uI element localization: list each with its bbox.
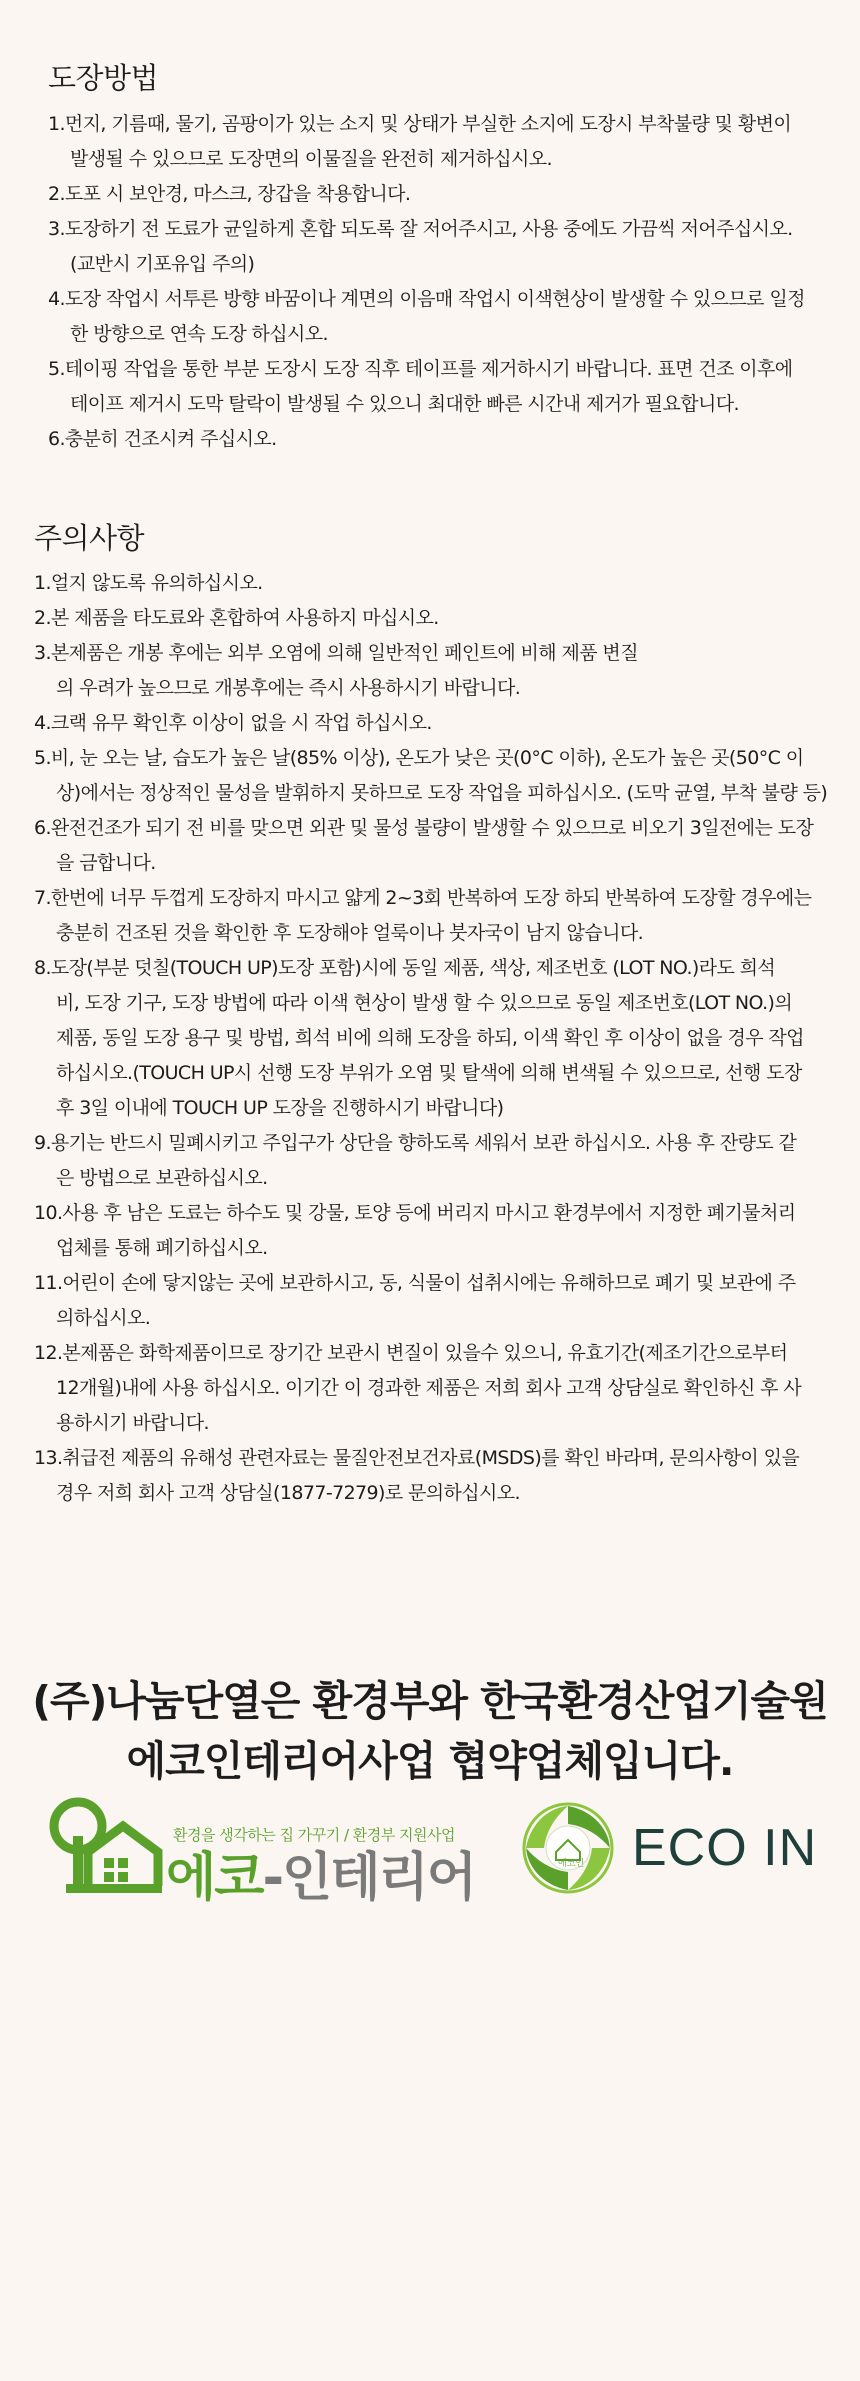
list-item-continuation: 경우 저희 회사 고객 상담실(1877-7279)로 문의하십시오.: [56, 1482, 520, 1504]
list-item-continuation: (교반시 기포유입 주의): [70, 253, 255, 275]
eco-interior-name-part2: -인테리어: [262, 1848, 475, 1908]
list-item: 11.어린이 손에 닿지않는 곳에 보관하시고, 동, 식물이 섭취시에는 유해하므로 폐기 및 보관에 주: [34, 1272, 796, 1294]
tree-house-icon: [48, 1796, 168, 1896]
headline-line-2: 에코인테리어사업 협약업체입니다.: [126, 1737, 734, 1785]
list-item-continuation: 충분히 건조된 것을 확인한 후 도장해야 얼룩이나 붓자국이 남지 않습니다.: [56, 922, 644, 944]
eco-in-name: ECO IN: [632, 1819, 818, 1877]
eco-interior-name: [166, 1850, 475, 1906]
list-item-continuation: 12개월)내에 사용 하십시오. 이기간 이 경과한 제품은 저희 회사 고객 상담실로 확인하신 후 사: [56, 1377, 802, 1399]
eco-in-logo: [520, 1800, 820, 1900]
list-item: 6.충분히 건조시켜 주십시오.: [48, 428, 277, 450]
list-item: 10.사용 후 남은 도료는 하수도 및 강물, 토양 등에 버리지 마시고 환경부에서 지정한 폐기물처리: [34, 1202, 796, 1224]
list-item: 1.얼지 않도록 유의하십시오.: [34, 572, 263, 594]
eco-interior-name-part1: 에코: [166, 1848, 263, 1908]
list-item: 7.한번에 너무 두껍게 도장하지 마시고 얇게 2~3회 반복하여 도장 하되 반복하여 도장할 경우에는: [34, 887, 812, 909]
list-item: 3.도장하기 전 도료가 균일하게 혼합 되도록 잘 저어주시고, 사용 중에도 가끔씩 저어주십시오.: [48, 218, 793, 240]
list-item: 6.완전건조가 되기 전 비를 맞으면 외관 및 물성 불량이 발생할 수 있으므로 비오기 3일전에는 도장: [34, 817, 814, 839]
list-item: 4.도장 작업시 서투른 방향 바꿈이나 계면의 이음매 작업시 이색현상이 발생할 수 있으므로 일정: [48, 288, 805, 310]
list-item: 5.테이핑 작업을 통한 부분 도장시 도장 직후 테이프를 제거하시기 바랍니다. 표면 건조 이후에: [48, 358, 793, 380]
list-item: 2.본 제품을 타도료와 혼합하여 사용하지 마십시오.: [34, 607, 439, 629]
list-item-continuation: 의하십시오.: [56, 1307, 151, 1329]
list-item: 2.도포 시 보안경, 마스크, 장갑을 착용합니다.: [48, 183, 411, 205]
list-item: 13.취급전 제품의 유해성 관련자료는 물질안전보건자료(MSDS)를 확인 바라며, 문의사항이 있을: [34, 1447, 800, 1469]
list-item-continuation: 테이프 제거시 도막 탈락이 발생될 수 있으니 최대한 빠른 시간내 제거가 필요합니다.: [70, 393, 739, 415]
list-item: 4.크랙 유무 확인후 이상이 없을 시 작업 하십시오.: [34, 712, 432, 734]
eco-interior-tagline: 환경을 생각하는 집 가꾸기 / 환경부 지원사업: [173, 1826, 455, 1844]
list-item: 5.비, 눈 오는 날, 습도가 높은 날(85% 이상), 온도가 낮은 곳(0°C 이하), 온도가 높은 곳(50°C 이: [34, 747, 804, 769]
leaf-circle-icon: [520, 1800, 616, 1896]
list-item-continuation: 한 방향으로 연속 도장 하십시오.: [70, 323, 329, 345]
list-item-continuation: 은 방법으로 보관하십시오.: [56, 1167, 268, 1189]
list-item-continuation: 의 우려가 높으므로 개봉후에는 즉시 사용하시기 바랍니다.: [56, 677, 521, 699]
list-item: 8.도장(부분 덧칠(TOUCH UP)도장 포함)시에 동일 제품, 색상, 제조번호 (LOT NO.)라도 희석: [34, 957, 776, 979]
headline-line-1: (주)나눔단열은 환경부와 한국환경산업기술원: [32, 1677, 828, 1725]
list-item: 1.먼지, 기름때, 물기, 곰팡이가 있는 소지 및 상태가 부실한 소지에 도장시 부착불량 및 황변이: [48, 113, 792, 135]
list-item-continuation: 업체를 통해 폐기하십시오.: [56, 1237, 268, 1259]
list-item-continuation: 비, 도장 기구, 도장 방법에 따라 이색 현상이 발생 할 수 있으므로 동일 제조번호(LOT NO.)의: [56, 992, 793, 1014]
list-item: 12.본제품은 화학제품이므로 장기간 보관시 변질이 있을수 있으니, 유효기간(제조기간으로부터: [34, 1342, 788, 1364]
caution-title: 주의사항: [34, 521, 145, 555]
eco-in-inner-text: 에코인: [558, 1859, 585, 1869]
painting-method-title: 도장방법: [48, 61, 159, 95]
list-item-continuation: 제품, 동일 도장 용구 및 방법, 희석 비에 의해 도장을 하되, 이색 확인 후 이상이 없을 경우 작업: [56, 1027, 804, 1049]
list-item-continuation: 을 금합니다.: [56, 852, 156, 874]
list-item-continuation: 발생될 수 있으므로 도장면의 이물질을 완전히 제거하십시오.: [70, 148, 552, 170]
list-item-continuation: 용하시기 바랍니다.: [56, 1412, 209, 1434]
list-item: 3.본제품은 개봉 후에는 외부 오염에 의해 일반적인 페인트에 비해 제품 변질: [34, 642, 638, 664]
list-item-continuation: 상)에서는 정상적인 물성을 발휘하지 못하므로 도장 작업을 피하십시오. (도막 균열, 부착 불량 등): [56, 782, 828, 804]
list-item: 9.용기는 반드시 밀폐시키고 주입구가 상단을 향하도록 세워서 보관 하십시오. 사용 후 잔량도 같: [34, 1132, 797, 1154]
list-item-continuation: 하십시오.(TOUCH UP시 선행 도장 부위가 오염 및 탈색에 의해 변색될 수 있으므로, 선행 도장: [56, 1062, 802, 1084]
eco-interior-logo: [48, 1796, 475, 1908]
list-item-continuation: 후 3일 이내에 TOUCH UP 도장을 진행하시기 바랍니다): [56, 1097, 504, 1119]
